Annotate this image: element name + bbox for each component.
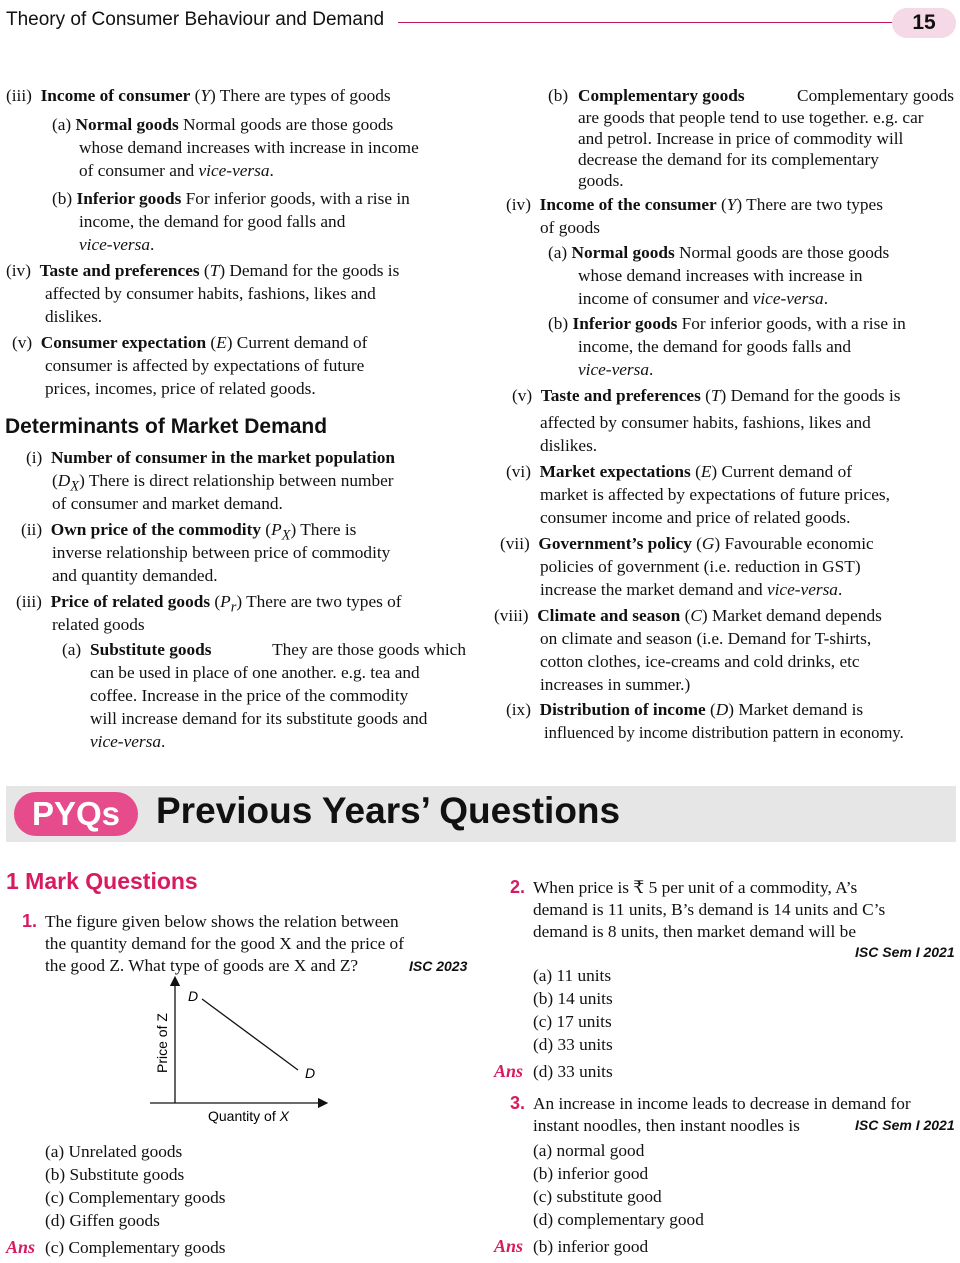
header-rule: [398, 22, 898, 23]
item-complementary-line4: decrease the demand for its complementary: [578, 150, 879, 169]
item-distribution-line1: (ix) Distribution of income (D) Market demand is: [506, 700, 864, 719]
item-substitute-goods-label: (a): [62, 640, 82, 659]
item-substitute-goods-line5: vice-versa.: [90, 732, 166, 751]
q3-ans-label: Ans: [494, 1236, 524, 1256]
item-taste-line3: dislikes.: [45, 307, 103, 326]
page-number: 15: [892, 8, 956, 38]
q1-answer: (c) Complementary goods: [45, 1238, 226, 1257]
item-own-price-line1: (ii) Own price of the commodity $(P_X)$ There is: [21, 520, 357, 544]
item-r-taste-line1: (v) Taste and preferences (T) Demand for the goods is: [512, 386, 901, 405]
item-r-normal-goods-line1: (a) Normal goods Normal goods are those goods: [548, 243, 890, 262]
item-consumer-expectation-line2: consumer is affected by expectations of future: [45, 356, 365, 375]
item-normal-goods-line2: whose demand increases with increase in income: [79, 138, 419, 157]
q3-line2: instant noodles, then instant noodles is: [533, 1116, 800, 1135]
item-substitute-goods-line3: coffee. Increase in the price of the commodity: [90, 686, 409, 705]
item-taste-line1: (iv) Taste and preferences (T) Demand for the goods is: [6, 261, 400, 280]
item-market-expectations-line3: consumer income and price of related goods.: [540, 508, 851, 527]
q2-exam-tag: ISC Sem I 2021: [855, 944, 955, 960]
item-government-policy-line3: increase the market demand and vice-versa.: [540, 580, 843, 599]
item-r-normal-goods-line2: whose demand increases with increase in: [578, 266, 863, 285]
item-substitute-goods-line4: will increase demand for its substitute goods and: [90, 709, 428, 728]
section-heading: Determinants of Market Demand: [5, 415, 328, 438]
item-market-expectations-line1: (vi) Market expectations (E) Current demand of: [506, 462, 853, 481]
item-income-of-consumer: (iii) Income of consumer (Y) There are types of goods: [6, 86, 391, 105]
item-substitute-goods-line1: Substitute goods They are those goods which: [90, 640, 466, 659]
pyq-title: Previous Years’ Questions: [156, 790, 621, 831]
q2-option-b: (b) 14 units: [533, 989, 613, 1008]
q2-answer: (d) 33 units: [533, 1062, 613, 1081]
q2-line2: demand is 11 units, B’s demand is 14 units and C’s: [533, 900, 886, 919]
q2-ans-label: Ans: [494, 1061, 524, 1081]
item-government-policy-line1: (vii) Government’s policy (G) Favourable economic: [500, 534, 874, 553]
item-own-price-line2: inverse relationship between price of commodity: [52, 543, 391, 562]
item-complementary-label: (b): [548, 86, 569, 105]
q3-answer: (b) inferior good: [533, 1237, 649, 1256]
item-number-of-consumer-line3: of consumer and market demand.: [52, 494, 283, 513]
q3-number: 3.: [510, 1093, 526, 1113]
q1-line3: the good Z. What type of goods are X and Z?: [45, 956, 359, 975]
item-r-inferior-goods-line1: (b) Inferior goods For inferior goods, with a rise in: [548, 314, 906, 333]
item-market-expectations-line2: market is affected by expectations of future prices,: [540, 485, 890, 504]
item-number-of-consumer-line1: (i) Number of consumer in the market population: [26, 448, 395, 467]
q1-ans-label: Ans: [6, 1237, 36, 1257]
q3-line1: An increase in income leads to decrease in demand for: [533, 1094, 911, 1113]
q1-option-a: (a) Unrelated goods: [45, 1142, 183, 1161]
item-distribution-line2: influenced by income distribution pattern in economy.: [544, 723, 904, 742]
q1-line1: The figure given below shows the relation between: [45, 912, 399, 931]
item-r-taste-line2: affected by consumer habits, fashions, likes and: [540, 413, 871, 432]
q1-option-d: (d) Giffen goods: [45, 1211, 160, 1230]
q3-option-a: (a) normal good: [533, 1141, 645, 1160]
item-related-goods-line2: related goods: [52, 615, 145, 634]
item-income-of-the-consumer-line2: of goods: [540, 218, 601, 237]
item-complementary-line3: and petrol. Increase in price of commodity will: [578, 129, 904, 148]
q1-number: 1.: [22, 911, 38, 931]
q1-demand-graph: [140, 975, 340, 1130]
item-complementary-line1: Complementary goods Complementary goods: [578, 86, 954, 105]
q3-option-c: (c) substitute good: [533, 1187, 662, 1206]
pyq-badge: PYQs: [14, 792, 138, 836]
item-taste-line2: affected by consumer habits, fashions, likes and: [45, 284, 376, 303]
q2-line3: demand is 8 units, then market demand will be: [533, 922, 856, 941]
q2-option-d: (d) 33 units: [533, 1035, 613, 1054]
q2-number: 2.: [510, 877, 526, 897]
q2-option-a: (a) 11 units: [533, 966, 612, 985]
demand-curve: [202, 999, 298, 1070]
item-own-price-line3: and quantity demanded.: [52, 566, 218, 585]
item-inferior-goods-line2: income, the demand for good falls and: [79, 212, 346, 231]
y-axis-label: Price of Z: [154, 1013, 170, 1073]
item-normal-goods-line3: of consumer and vice-versa.: [79, 161, 274, 180]
section-1-mark: 1 Mark Questions: [6, 868, 198, 894]
q2-option-c: (c) 17 units: [533, 1012, 612, 1031]
item-complementary-line2: are goods that people tend to use together. e.g. car: [578, 108, 924, 127]
item-substitute-goods-line2: can be used in place of one another. e.g. tea and: [90, 663, 420, 682]
x-axis-label: Quantity of X: [208, 1108, 289, 1124]
q1-line2: the quantity demand for the good X and the price of: [45, 934, 404, 953]
item-climate-line4: increases in summer.): [540, 675, 691, 694]
q3-exam-tag: ISC Sem I 2021: [855, 1117, 955, 1133]
q3-option-d: (d) complementary good: [533, 1210, 704, 1229]
item-government-policy-line2: policies of government (i.e. reduction in GST): [540, 557, 861, 576]
q1-option-c: (c) Complementary goods: [45, 1188, 226, 1207]
item-consumer-expectation-line1: (v) Consumer expectation (E) Current demand of: [12, 333, 368, 352]
item-consumer-expectation-line3: prices, incomes, price of related goods.: [45, 379, 316, 398]
item-related-goods-line1: (iii) Price of related goods $(P_r)$ There are two types of: [16, 592, 402, 616]
item-climate-line2: on climate and season (i.e. Demand for T-shirts,: [540, 629, 872, 648]
curve-label-top: D: [188, 988, 199, 1004]
q1-option-b: (b) Substitute goods: [45, 1165, 185, 1184]
item-inferior-goods-line3: vice-versa.: [79, 235, 155, 254]
item-climate-line3: cotton clothes, ice-creams and cold drinks, etc: [540, 652, 860, 671]
item-number-of-consumer-line2: $(D_X)$ There is direct relationship between number: [52, 471, 394, 495]
item-normal-goods-line1: (a) Normal goods Normal goods are those goods: [52, 115, 394, 134]
q1-exam-tag: ISC 2023: [409, 958, 468, 974]
item-r-inferior-goods-line3: vice-versa.: [578, 360, 654, 379]
item-r-inferior-goods-line2: income, the demand for goods falls and: [578, 337, 852, 356]
q3-option-b: (b) inferior good: [533, 1164, 649, 1183]
item-complementary-line5: goods.: [578, 171, 624, 190]
item-r-normal-goods-line3: income of consumer and vice-versa.: [578, 289, 829, 308]
item-income-of-the-consumer-line1: (iv) Income of the consumer (Y) There are two types: [506, 195, 883, 214]
item-climate-line1: (viii) Climate and season (C) Market demand depends: [494, 606, 882, 625]
running-header: Theory of Consumer Behaviour and Demand: [6, 9, 385, 30]
item-inferior-goods-line1: (b) Inferior goods For inferior goods, with a rise in: [52, 189, 410, 208]
curve-label-bottom: D: [305, 1065, 316, 1081]
item-r-taste-line3: dislikes.: [540, 436, 598, 455]
q2-line1: When price is ₹ 5 per unit of a commodity, A’s: [533, 878, 858, 897]
